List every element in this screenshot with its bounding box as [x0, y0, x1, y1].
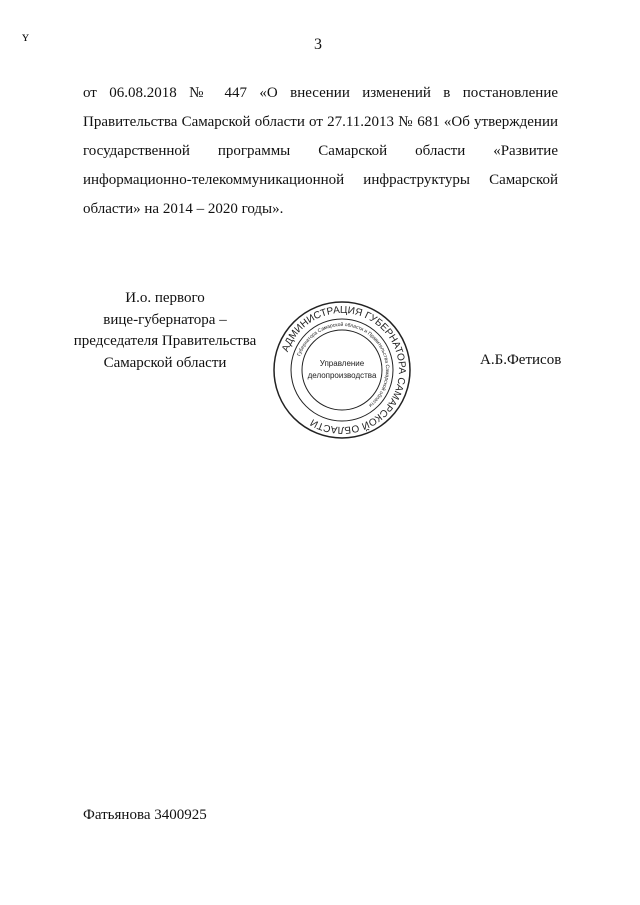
body-line: области» на 2014 – 2020 годы».: [83, 201, 284, 217]
stamp-inner-text: Губернатора Самарской области и Правительства Самарской области: [296, 321, 391, 409]
official-stamp: [272, 300, 412, 440]
body-line: государственной программы Самарской области «Развитие: [83, 143, 558, 159]
position-line: Самарской области: [103, 354, 227, 371]
stamp-center-line: делопроизводства: [307, 371, 377, 380]
position-line: вице-губернатора –: [103, 311, 227, 328]
scan-mark: ʏ: [22, 30, 29, 45]
signatory-name: А.Б.Фетисов: [480, 352, 562, 368]
body-line: Правительства Самарской области от 27.11.2013 № 681 «Об утверждении: [83, 114, 558, 130]
position-line: председателя Правительства: [73, 333, 257, 349]
signatory-position: [70, 288, 260, 374]
position-line: И.о. первого: [125, 290, 205, 306]
stamp-outer-text: АДМИНИСТРАЦИЯ ГУБЕРНАТОРА САМАРСКОЙ ОБЛАСТИ: [280, 304, 408, 436]
stamp-center-line: Управление: [319, 359, 365, 368]
page-number: 3: [314, 36, 322, 53]
body-paragraph: [83, 82, 558, 227]
executor-contact: Фатьянова 3400925: [83, 807, 207, 823]
body-line: информационно-телекоммуникационной инфраструктуры Самарской: [83, 172, 558, 188]
body-line: от 06.08.2018 № 447 «О внесении изменений в постановление: [83, 85, 558, 101]
